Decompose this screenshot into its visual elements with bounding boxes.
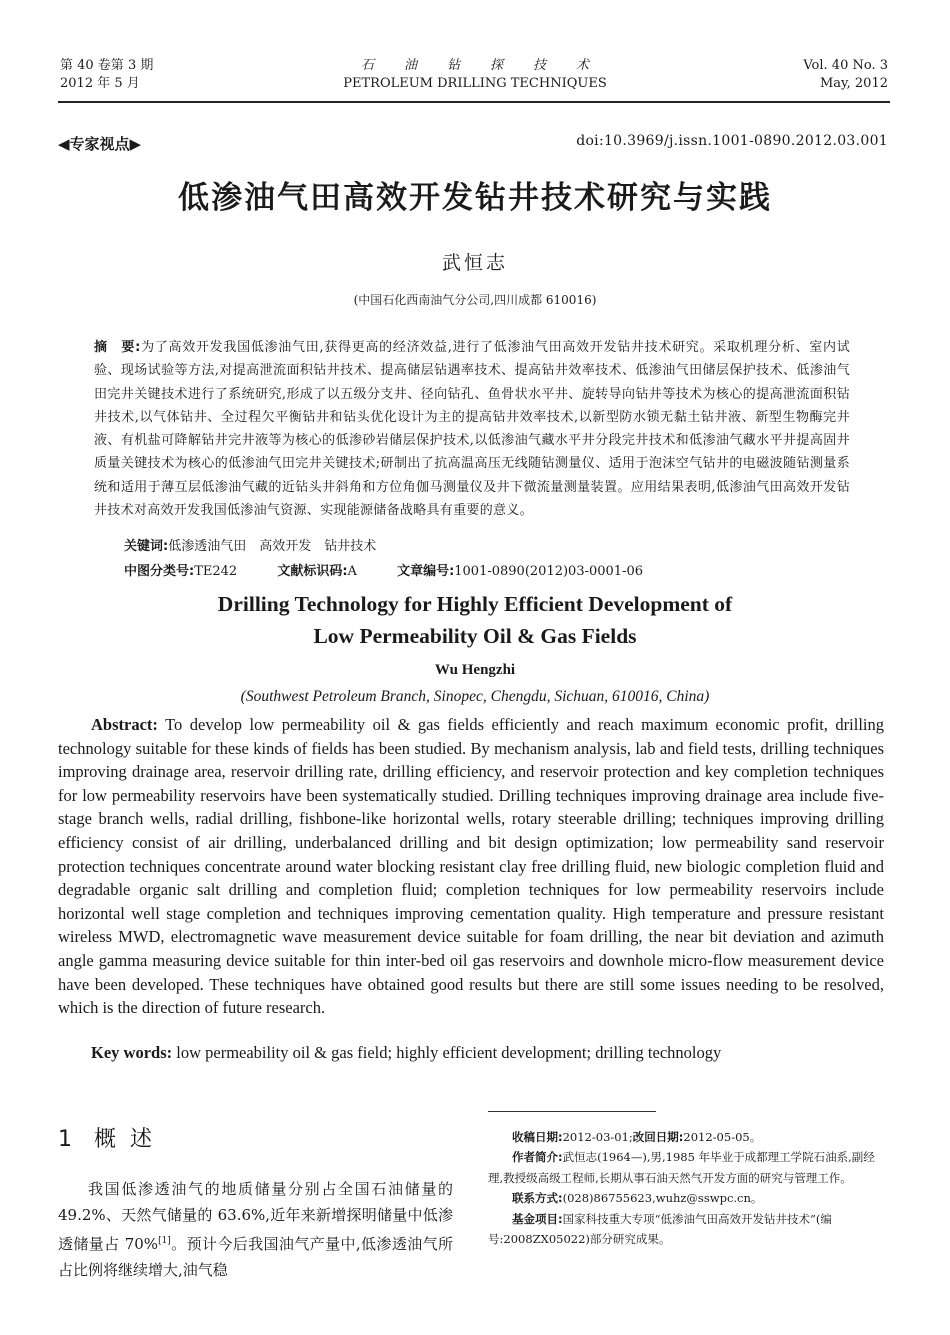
title-en-line1: Drilling Technology for Highly Efficient Development of [217,592,733,616]
author-en: Wu Hengzhi [434,662,516,678]
abstract-cn [94,336,850,522]
issue-date: 2012 年 5 月 [60,76,140,91]
keywords-en [91,1043,721,1063]
volume-issue-en: Vol. 40 No. 3 [803,58,888,73]
title-cn: 低渗油气田高效开发钻井技术研究与实践 [178,180,772,216]
title-en-line2: Low Permeability Oil & Gas Fields [313,624,637,648]
abstract-cn-text: 为了高效开发我国低渗油气田,获得更高的经济效益,进行了低渗油气田高效开发钻井技术研究。采取机理分析、室内试验、现场试验等方法,对提高泄流面积钻井技术、提高储层钻遇率技术、提高钻井效率技术、低渗油气田储层保护技术、低渗油气田完井关键技术进行了系统研究,形成了以五级分支井、径向钻孔、鱼骨状水平井、旋转导向钻井等技术为核心的提高泄流面积钻井技术,以气体钻井、全过程欠平衡钻井和钻头优化设计为主的提高钻井效率技术,以新型防水锁无黏土钻井液、新型生物酶完井液、有机盐可降解钻井完井液等为核心的低渗砂岩储层保护技术,以低渗油气藏水平井分段完井技术和低渗油气藏水平井提高固井质量关键技术为核心的低渗油气田完井关键技术;研制出了抗高温高压无线随钻测量仪、适用于泡沫空气钻井的电磁波随钻测量系统和适用于薄互层低渗油气藏的近钻头井斜角和方位角伽马测量仪及井下微流量测量装置。应用结果表明,低渗油气田高效开发钻井技术对高效开发我国低渗油气资源、实现能源储备战略具有重要的意义。 [94,340,850,519]
footnote-contact: 联系方式:(028)86755623,wuhz@sswpc.cn。 [512,1191,763,1206]
issue-info-en [803,57,888,93]
keywords-cn [124,535,376,554]
section-title: 概述 [94,1127,167,1152]
journal-name-en: PETROLEUM DRILLING TECHNIQUES [343,76,607,91]
author-cn: 武恒志 [441,252,508,274]
section-number: 1 [58,1127,72,1152]
keywords-en-label: Key words: [91,1043,173,1062]
abstract-en-text: To develop low permeability oil & gas fields efficiently and reach maximum economic profit, drilling technology suitable for these kinds of fields has been studied. By mechanism analysis, lab and field tests, drilling techniques improving drainage area, reservoir drilling rate, drilling efficiency, and reservoir protection and key completion techniques for low permeability reservoirs have been systematically studied. Drilling techniques improving drainage area include five-stage branch wells, radial drilling, fishbone-like horizontal wells, rotary steerable drilling; techniques improving drilling efficiency consist of air drilling, underbalanced drilling and bit design optimization; low permeability sand reservoir protection techniques concentrate around water blocking resistant clay free drilling fluid, new biologic completion fluid and degradable organic salt drilling and completion fluid; completion techniques for low permeability reservoirs include horizontal well stage completion and techniques improving cementation quality. High temperature and pressure resistant wireless MWD, electromagnetic wave measurement device suitable for foam drilling, the near bit deviation and azimuth angle gamma measuring device suitable for thin inter-bed oil gas reservoirs and downhole micro-flow measurement device have been developed. These techniques have obtained good results but there are still some issues needing to be resolved, which is the direction of future research. [58,715,884,1018]
affiliation-en: (Southwest Petroleum Branch, Sinopec, Chengdu, Sichuan, 610016, China) [240,688,710,705]
article-number: 文章编号:1001-0890(2012)03-0001-06 [397,564,644,579]
abstract-cn-label: 摘 要: [94,340,141,355]
issue-date-en: May, 2012 [819,76,888,91]
keywords-cn-label: 关键词: [124,539,169,554]
citation-ref[interactable]: [1] [158,1236,171,1246]
body-paragraph: 我国低渗透油气的地质储量分别占全国石油储量的 49.2%、天然气储量的 63.6%,近年来新增探明储量中低渗透储量占 70%[1]。预计今后我国油气产量中,低渗透油气所占比例将继续增大,油气稳 [58,1180,453,1279]
volume-issue: 第 40 卷第 3 期 [60,58,154,73]
column-tag: ◀专家视点▶ [58,135,142,153]
affiliation-cn: (中国石化西南油气分公司,四川成都 610016) [353,293,597,307]
journal-name-cn: 石油钻探技术 [360,58,619,73]
document-code: 文献标识码:A [277,564,357,579]
footnote-fund: 基金项目:国家科技重大专项“低渗油气田高效开发钻井技术”(编号:2008ZX05022)部分研究成果。 [488,1211,832,1247]
abstract-en [58,713,884,1020]
keywords-cn-text: 低渗透油气田 高效开发 钻井技术 [168,539,377,554]
footnote-rule [488,1111,656,1112]
section-heading [58,1122,166,1153]
clc-number: 中图分类号:TE242 [124,564,238,579]
keywords-en-text: low permeability oil & gas field; highly efficient development; drilling technology [172,1043,722,1062]
header-rule [58,101,890,103]
classification-line [124,560,884,579]
title-en [0,588,950,652]
footnote-bio: 作者简介:武恒志(1964—),男,1985 年毕业于成都理工学院石油系,副经理,教授级高级工程师,长期从事石油天然气开发方面的研究与管理工作。 [488,1150,875,1185]
doi: doi:10.3969/j.issn.1001-0890.2012.03.001 [576,133,888,149]
abstract-en-label: Abstract: [91,715,158,734]
footnote [488,1127,884,1249]
footnote-dates: 收稿日期:2012-03-01;改回日期:2012-05-05。 [512,1130,762,1144]
